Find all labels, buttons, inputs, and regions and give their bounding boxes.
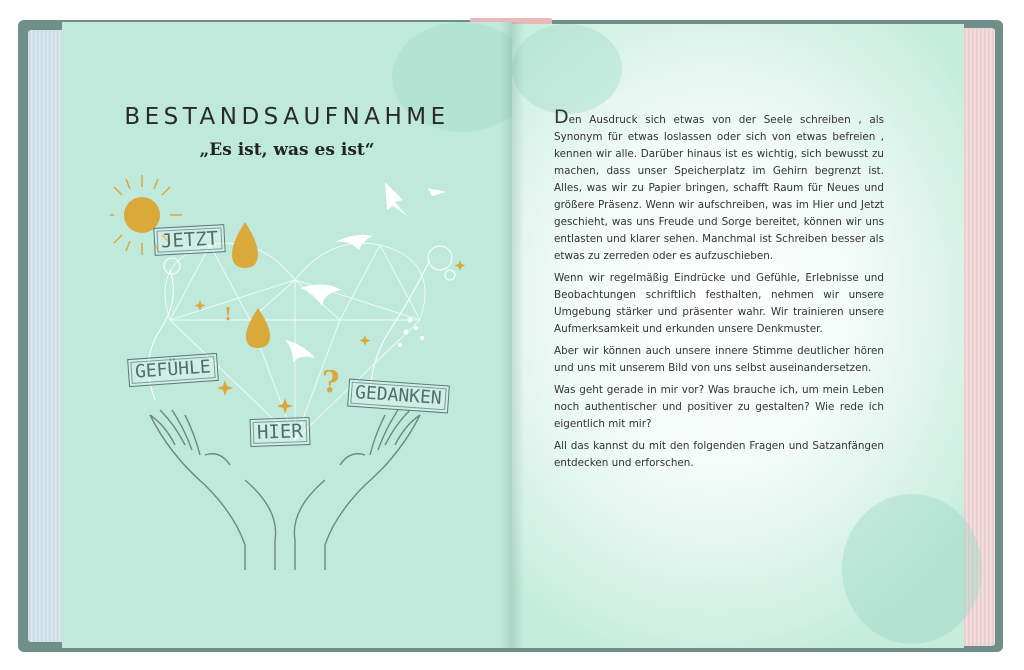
paragraph: Wenn wir regelmäßig Eindrücke und Gefühle, Erlebnisse und Beobachtungen schriftlich festhalten, nehmen wir unsere Umgebung stärker und präsenter wahr. Wir trainieren unsere Aufmerksamkeit und erkunden unsere Denkmuster. (554, 272, 884, 335)
moon-icon (452, 318, 472, 356)
drop-icon (246, 308, 270, 348)
paragraph: Was geht gerade in mir vor? Was brauche ich, um mein Leben noch authentischer und positiver zu gestalten? Wie rede ich eigentlich mit mir? (554, 384, 884, 430)
watercolor-blot (512, 24, 622, 114)
body-text (554, 106, 884, 477)
paragraph (554, 106, 884, 265)
stamp-gedanken: GEDANKEN (347, 379, 449, 414)
stamp-gefuehle: GEFÜHLE (127, 353, 219, 387)
page-title: BESTANDSAUFNAHME (124, 104, 450, 130)
drop-cap: D (554, 106, 569, 128)
stamp-jetzt: JETZT (153, 224, 226, 256)
page-subtitle: „Es ist, was es ist“ (199, 140, 375, 160)
paragraph: All das kannst du mit den folgenden Fragen und Satzanfängen entdecken und erforschen. (554, 440, 884, 469)
illustration (110, 170, 490, 570)
stamp-hier: HIER (250, 417, 311, 447)
drop-icon (232, 222, 258, 268)
berry-icon (398, 318, 424, 348)
heart-icon (165, 243, 425, 440)
paragraph: Aber wir können auch unsere innere Stimme deutlicher hören und uns mit unserem Bild von uns selbst auseinandersetzen. (554, 345, 884, 374)
question-mark-icon: ? (322, 365, 340, 400)
exclamation-icon: ! (224, 304, 232, 325)
paragraph-text: en Ausdruck sich etwas von der Seele schreiben , als Synonym für etwas loslassen oder sich von etwas befreien , kennen wir alle. Darüber hinaus ist es wichtig, sich bewusst zu machen, dass unser Speicherplatz im Gehirn begrenzt ist. Alles, was wir zu Papier bringen, schafft Raum für Neues und größere Präsenz. Wenn wir aufschreiben, was im Hier und Jetzt geschieht, was uns Freude und Sorge bereitet, können wir uns entlasten und klarer sehen. Manchmal ist Schreiben besser als etwas zu zerreden oder es aufzuschieben. (554, 114, 884, 262)
watercolor-blot (842, 494, 982, 644)
